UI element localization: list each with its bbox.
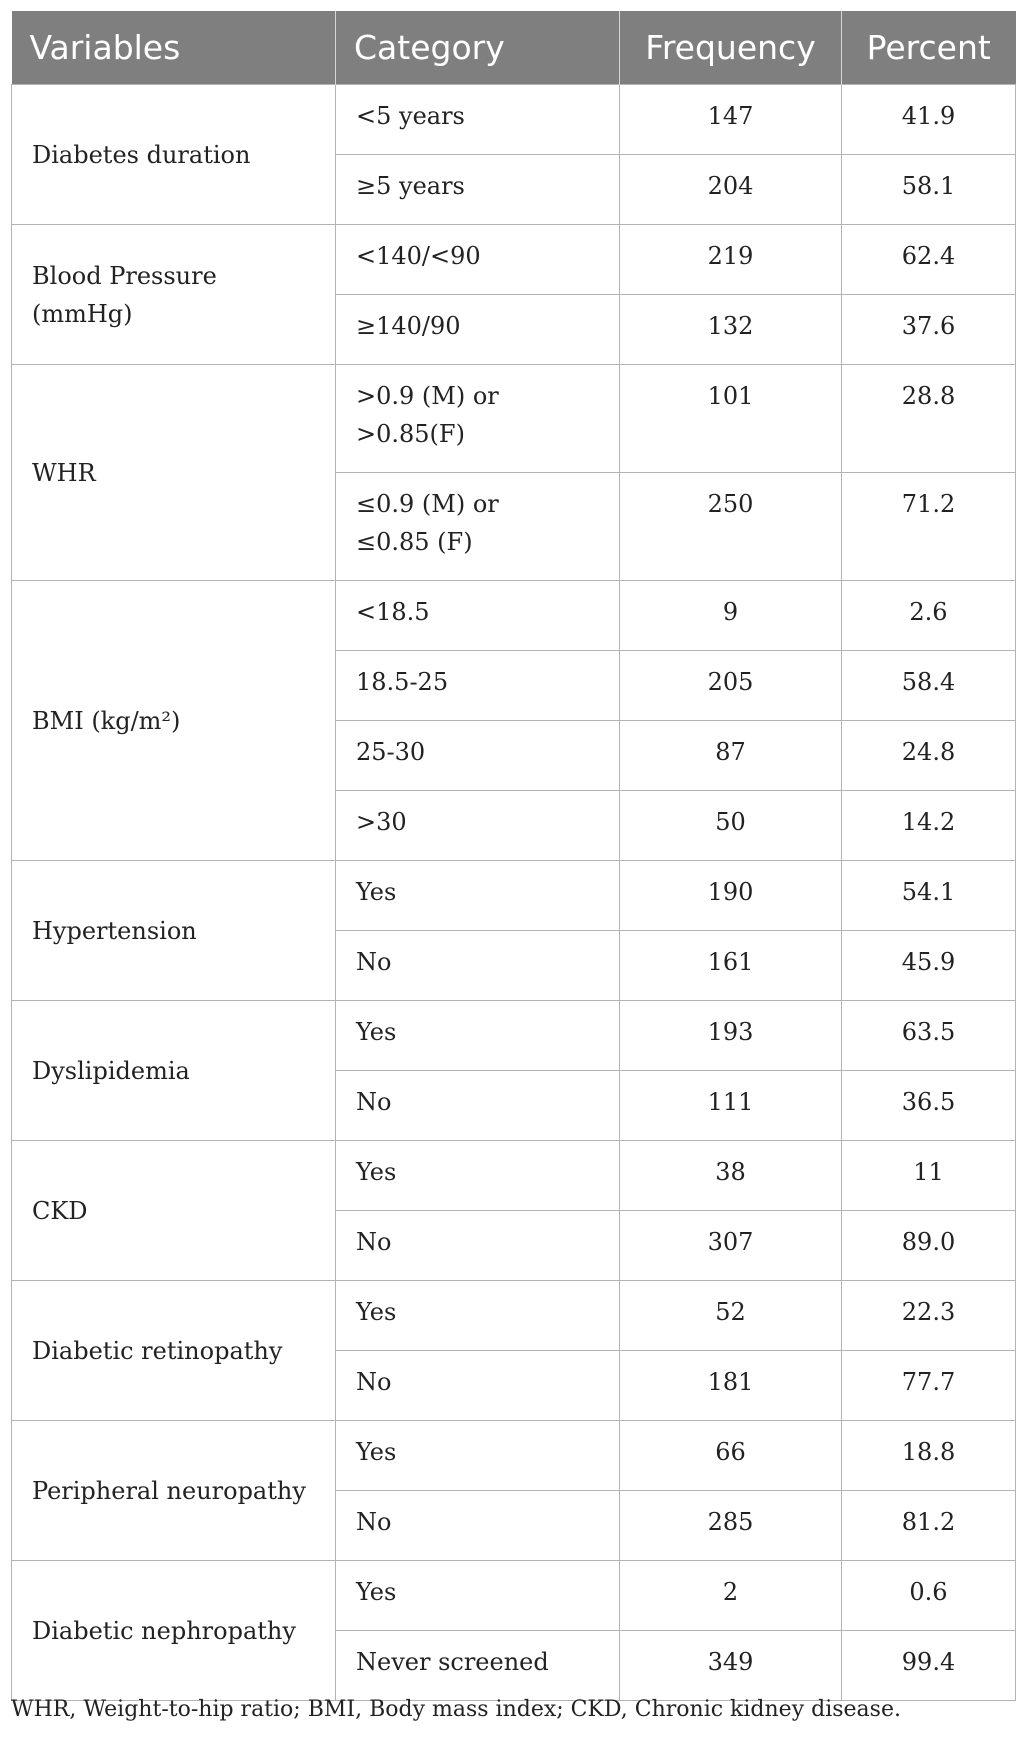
category-cell: <5 years bbox=[336, 85, 620, 155]
category-cell: 25-30 bbox=[336, 721, 620, 791]
percent-cell: 14.2 bbox=[842, 791, 1016, 861]
percent-cell: 77.7 bbox=[842, 1351, 1016, 1421]
percent-cell: 2.6 bbox=[842, 581, 1016, 651]
variable-cell: CKD bbox=[12, 1141, 336, 1281]
frequency-cell: 181 bbox=[620, 1351, 842, 1421]
frequency-cell: 161 bbox=[620, 931, 842, 1001]
table-row bbox=[12, 1421, 1016, 1491]
table-row bbox=[12, 1141, 1016, 1211]
variable-cell: Hypertension bbox=[12, 861, 336, 1001]
frequency-cell: 193 bbox=[620, 1001, 842, 1071]
frequency-cell: 205 bbox=[620, 651, 842, 721]
percent-cell: 71.2 bbox=[842, 473, 1016, 581]
frequency-cell: 101 bbox=[620, 365, 842, 473]
table-row bbox=[12, 1281, 1016, 1351]
category-cell: Yes bbox=[336, 1001, 620, 1071]
percent-cell: 45.9 bbox=[842, 931, 1016, 1001]
category-cell: <140/<90 bbox=[336, 225, 620, 295]
variable-cell: WHR bbox=[12, 365, 336, 581]
frequency-cell: 219 bbox=[620, 225, 842, 295]
frequency-cell: 147 bbox=[620, 85, 842, 155]
category-cell: No bbox=[336, 1491, 620, 1561]
frequency-cell: 190 bbox=[620, 861, 842, 931]
category-cell: Yes bbox=[336, 861, 620, 931]
category-cell: ≥5 years bbox=[336, 155, 620, 225]
category-cell: Never screened bbox=[336, 1631, 620, 1701]
table-header bbox=[12, 11, 1016, 85]
percent-cell: 62.4 bbox=[842, 225, 1016, 295]
variable-cell: Peripheral neuropathy bbox=[12, 1421, 336, 1561]
percent-cell: 18.8 bbox=[842, 1421, 1016, 1491]
category-cell: <18.5 bbox=[336, 581, 620, 651]
category-cell: Yes bbox=[336, 1141, 620, 1211]
category-cell: Yes bbox=[336, 1281, 620, 1351]
data-table bbox=[11, 11, 1016, 1701]
header-frequency: Frequency bbox=[620, 11, 842, 85]
frequency-cell: 66 bbox=[620, 1421, 842, 1491]
percent-cell: 28.8 bbox=[842, 365, 1016, 473]
table-row bbox=[12, 225, 1016, 295]
frequency-cell: 285 bbox=[620, 1491, 842, 1561]
frequency-cell: 307 bbox=[620, 1211, 842, 1281]
percent-cell: 89.0 bbox=[842, 1211, 1016, 1281]
frequency-cell: 250 bbox=[620, 473, 842, 581]
table-footnote: WHR, Weight-to-hip ratio; BMI, Body mass index; CKD, Chronic kidney disease. bbox=[11, 1697, 901, 1722]
category-cell: Yes bbox=[336, 1421, 620, 1491]
category-cell: No bbox=[336, 1071, 620, 1141]
category-cell: No bbox=[336, 1351, 620, 1421]
header-variables: Variables bbox=[12, 11, 336, 85]
variable-cell: Diabetic nephropathy bbox=[12, 1561, 336, 1701]
percent-cell: 22.3 bbox=[842, 1281, 1016, 1351]
table-row bbox=[12, 1561, 1016, 1631]
table-row bbox=[12, 1001, 1016, 1071]
frequency-cell: 111 bbox=[620, 1071, 842, 1141]
variable-cell: BMI (kg/m²) bbox=[12, 581, 336, 861]
frequency-cell: 132 bbox=[620, 295, 842, 365]
frequency-cell: 2 bbox=[620, 1561, 842, 1631]
header-percent: Percent bbox=[842, 11, 1016, 85]
frequency-cell: 87 bbox=[620, 721, 842, 791]
category-cell: No bbox=[336, 931, 620, 1001]
table-row bbox=[12, 861, 1016, 931]
category-cell: ≥140/90 bbox=[336, 295, 620, 365]
category-cell: No bbox=[336, 1211, 620, 1281]
percent-cell: 41.9 bbox=[842, 85, 1016, 155]
frequency-cell: 50 bbox=[620, 791, 842, 861]
percent-cell: 63.5 bbox=[842, 1001, 1016, 1071]
percent-cell: 0.6 bbox=[842, 1561, 1016, 1631]
table-row bbox=[12, 365, 1016, 473]
header-row bbox=[12, 11, 1016, 85]
table-row bbox=[12, 85, 1016, 155]
variable-cell: Diabetic retinopathy bbox=[12, 1281, 336, 1421]
header-category: Category bbox=[336, 11, 620, 85]
percent-cell: 58.1 bbox=[842, 155, 1016, 225]
category-cell: >0.9 (M) or >0.85(F) bbox=[336, 365, 620, 473]
percent-cell: 11 bbox=[842, 1141, 1016, 1211]
percent-cell: 37.6 bbox=[842, 295, 1016, 365]
frequency-cell: 204 bbox=[620, 155, 842, 225]
percent-cell: 99.4 bbox=[842, 1631, 1016, 1701]
frequency-cell: 9 bbox=[620, 581, 842, 651]
category-cell: >30 bbox=[336, 791, 620, 861]
variable-cell: Blood Pressure (mmHg) bbox=[12, 225, 336, 365]
category-cell: Yes bbox=[336, 1561, 620, 1631]
category-cell: 18.5-25 bbox=[336, 651, 620, 721]
percent-cell: 36.5 bbox=[842, 1071, 1016, 1141]
frequency-cell: 349 bbox=[620, 1631, 842, 1701]
percent-cell: 54.1 bbox=[842, 861, 1016, 931]
variable-cell: Diabetes duration bbox=[12, 85, 336, 225]
variable-cell: Dyslipidemia bbox=[12, 1001, 336, 1141]
percent-cell: 58.4 bbox=[842, 651, 1016, 721]
percent-cell: 81.2 bbox=[842, 1491, 1016, 1561]
frequency-cell: 52 bbox=[620, 1281, 842, 1351]
frequency-cell: 38 bbox=[620, 1141, 842, 1211]
table-container bbox=[11, 11, 1015, 1701]
table-row bbox=[12, 581, 1016, 651]
category-cell: ≤0.9 (M) or ≤0.85 (F) bbox=[336, 473, 620, 581]
percent-cell: 24.8 bbox=[842, 721, 1016, 791]
table-body bbox=[12, 85, 1016, 1701]
